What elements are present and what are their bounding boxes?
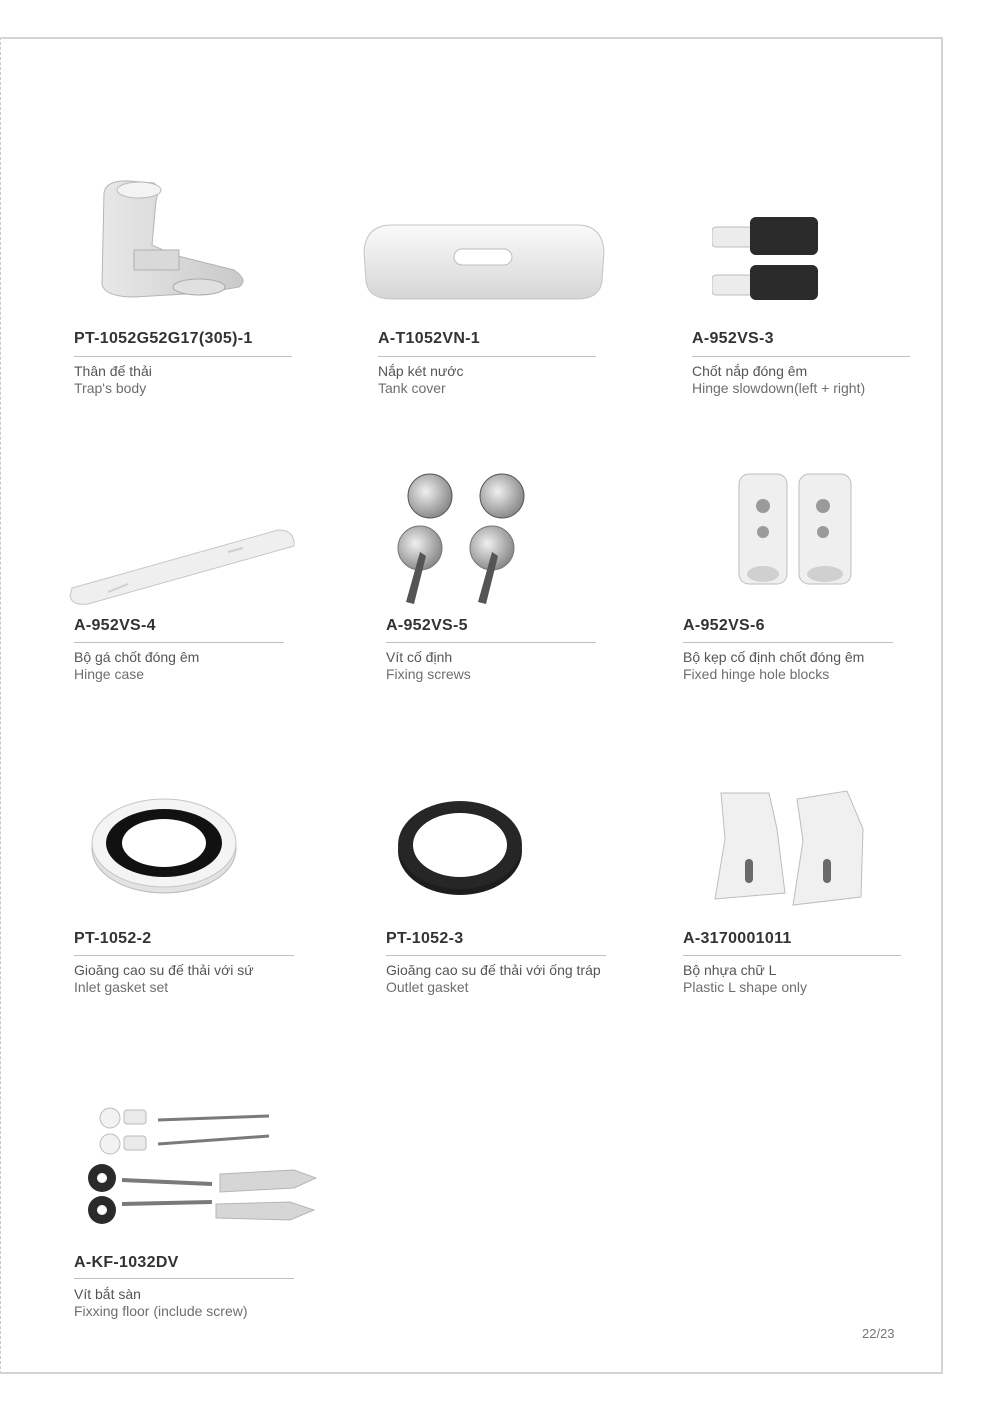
part-name-en: Hinge case xyxy=(74,666,145,682)
part-name-en: Inlet gasket set xyxy=(74,979,169,995)
divider xyxy=(74,955,294,956)
part-name-en: Fixxing floor (include screw) xyxy=(74,1303,248,1319)
part-code: A-952VS-5 xyxy=(386,617,468,634)
part-code: A-KF-1032DV xyxy=(74,1254,179,1271)
part-name-en: Hinge slowdown(left + right) xyxy=(692,380,866,396)
part-name-vn: Bộ gá chốt đóng êm xyxy=(74,649,200,665)
part-name-en: Trap's body xyxy=(74,380,147,396)
divider xyxy=(378,356,596,357)
hinge-slowdown-icon xyxy=(712,215,822,300)
part-name-en: Fixing screws xyxy=(386,666,471,682)
part-name-vn: Bộ kẹp cố định chốt đóng êm xyxy=(683,649,865,665)
part-name-vn: Gioăng cao su đế thải với ống tráp xyxy=(386,962,601,978)
page-number: 22/23 xyxy=(862,1326,895,1341)
part-name-en: Fixed hinge hole blocks xyxy=(683,666,830,682)
divider xyxy=(74,356,292,357)
plastic-l-shape-icon xyxy=(711,789,876,907)
part-code: PT-1052G52G17(305)-1 xyxy=(74,330,253,347)
divider xyxy=(74,642,284,643)
tank-cover-icon xyxy=(362,221,607,301)
inlet-gasket-icon xyxy=(88,795,240,895)
divider xyxy=(386,642,596,643)
outlet-gasket-icon xyxy=(396,797,526,897)
part-name-vn: Nắp két nước xyxy=(378,363,464,379)
fixing-screws-icon xyxy=(386,472,536,607)
part-name-vn: Vít cố định xyxy=(386,649,453,665)
floor-screws-icon xyxy=(84,1100,324,1228)
hinge-case-icon xyxy=(68,526,298,606)
divider xyxy=(74,1278,294,1279)
part-code: A-T1052VN-1 xyxy=(378,330,481,347)
divider xyxy=(683,955,901,956)
trap-body-icon xyxy=(94,175,254,300)
part-name-vn: Thân đế thải xyxy=(74,363,152,379)
part-name-en: Outlet gasket xyxy=(386,979,469,995)
part-code: A-952VS-4 xyxy=(74,617,156,634)
part-name-vn: Gioăng cao su đế thải với sứ xyxy=(74,962,254,978)
part-name-vn: Vít bắt sàn xyxy=(74,1286,141,1302)
part-code: PT-1052-2 xyxy=(74,930,152,947)
divider xyxy=(683,642,893,643)
divider xyxy=(692,356,910,357)
divider xyxy=(386,955,606,956)
part-name-en: Tank cover xyxy=(378,380,446,396)
part-code: A-3170001011 xyxy=(683,930,792,947)
part-name-en: Plastic L shape only xyxy=(683,979,807,995)
part-code: A-952VS-3 xyxy=(692,330,774,347)
hinge-blocks-icon xyxy=(737,470,857,588)
part-name-vn: Bộ nhựa chữ L xyxy=(683,962,777,978)
part-code: PT-1052-3 xyxy=(386,930,464,947)
part-name-vn: Chốt nắp đóng êm xyxy=(692,363,808,379)
part-code: A-952VS-6 xyxy=(683,617,765,634)
